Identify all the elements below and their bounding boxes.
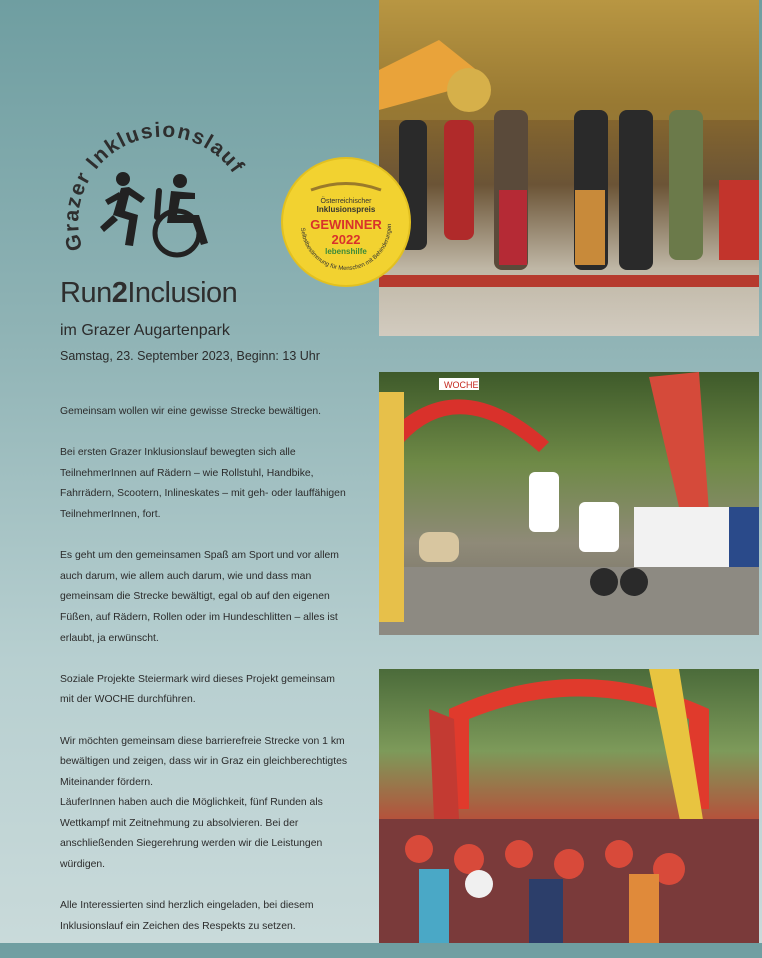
svg-text:2022: 2022: [331, 232, 361, 247]
left-column: [0, 0, 375, 943]
svg-text:Österreichischer: Österreichischer: [320, 198, 372, 205]
logo-arc-text: Grazer Inklusionslauf: [60, 118, 249, 254]
svg-text:GEWINNER: GEWINNER: [310, 217, 382, 232]
inklusionslauf-logo: [55, 95, 265, 285]
runner-icon: [100, 172, 145, 246]
paragraph: Soziale Projekte Steiermark wird dieses Projekt gemeinsam mit der WOCHE durchführen.: [60, 673, 335, 706]
svg-text:Selbstbestimmung für Menschen: Selbstbestimmung für Menschen mit Behinderungen: [299, 223, 394, 273]
paragraph: Bei ersten Grazer Inklusionslauf bewegten sich alle TeilnehmerInnen auf Rädern – wie Rollstuhl, Handbike, Fahrrädern, Scootern, Inlineskates – mit geh- oder lauffähigen TeilnehmerInnen, fort.: [60, 447, 346, 520]
paragraph: LäuferInnen haben auch die Möglichkeit, fünf Runden als Wettkampf mit Zeitnehmung zu absolvieren. Bei der anschließenden Siegerehrung werden wir die Leistungen würdigen.: [60, 797, 323, 871]
paragraph: Gemeinsam wollen wir eine gewisse Strecke bewältigen.: [60, 406, 322, 417]
description: [60, 402, 350, 958]
photo-start-arch: [379, 669, 759, 943]
inklusionspreis-badge: [279, 155, 413, 289]
woche-sign: WOCHE: [444, 380, 479, 390]
svg-text:lebenshilfe: lebenshilfe: [325, 247, 367, 256]
svg-text:Inklusionspreis: Inklusionspreis: [316, 205, 376, 214]
photo-wheelchair-runners: [379, 372, 759, 635]
paragraph: Wir möchten gemeinsam diese barrierefreie Strecke von 1 km bewältigen und zeigen, dass wir in Graz ein gleichberechtigtes Miteinander fördern.: [60, 735, 348, 788]
event-location: im Grazer Augartenpark: [60, 322, 230, 339]
event-date: Samstag, 23. September 2023, Beginn: 13 Uhr: [60, 349, 320, 363]
paragraph: Es geht um den gemeinsamen Spaß am Sport und vor allem auch darum, wie allem auch darum, wie und dass man gemeinsam die Strecke bewältigt, egal ob auf den eigenen Füßen, auf Rädern, Rollen oder im Hundeschlitten – alles ist erlaubt, ja erwünscht.: [60, 550, 339, 644]
photo-brass-band: [379, 0, 759, 336]
paragraph: Alle Interessierten sind herzlich eingeladen, bei diesem Inklusionslauf ein Zeichen des Respekts zu setzen.: [60, 900, 314, 932]
wheelchair-icon: [155, 174, 208, 255]
brand-title: Run2Inclusion: [60, 277, 238, 309]
